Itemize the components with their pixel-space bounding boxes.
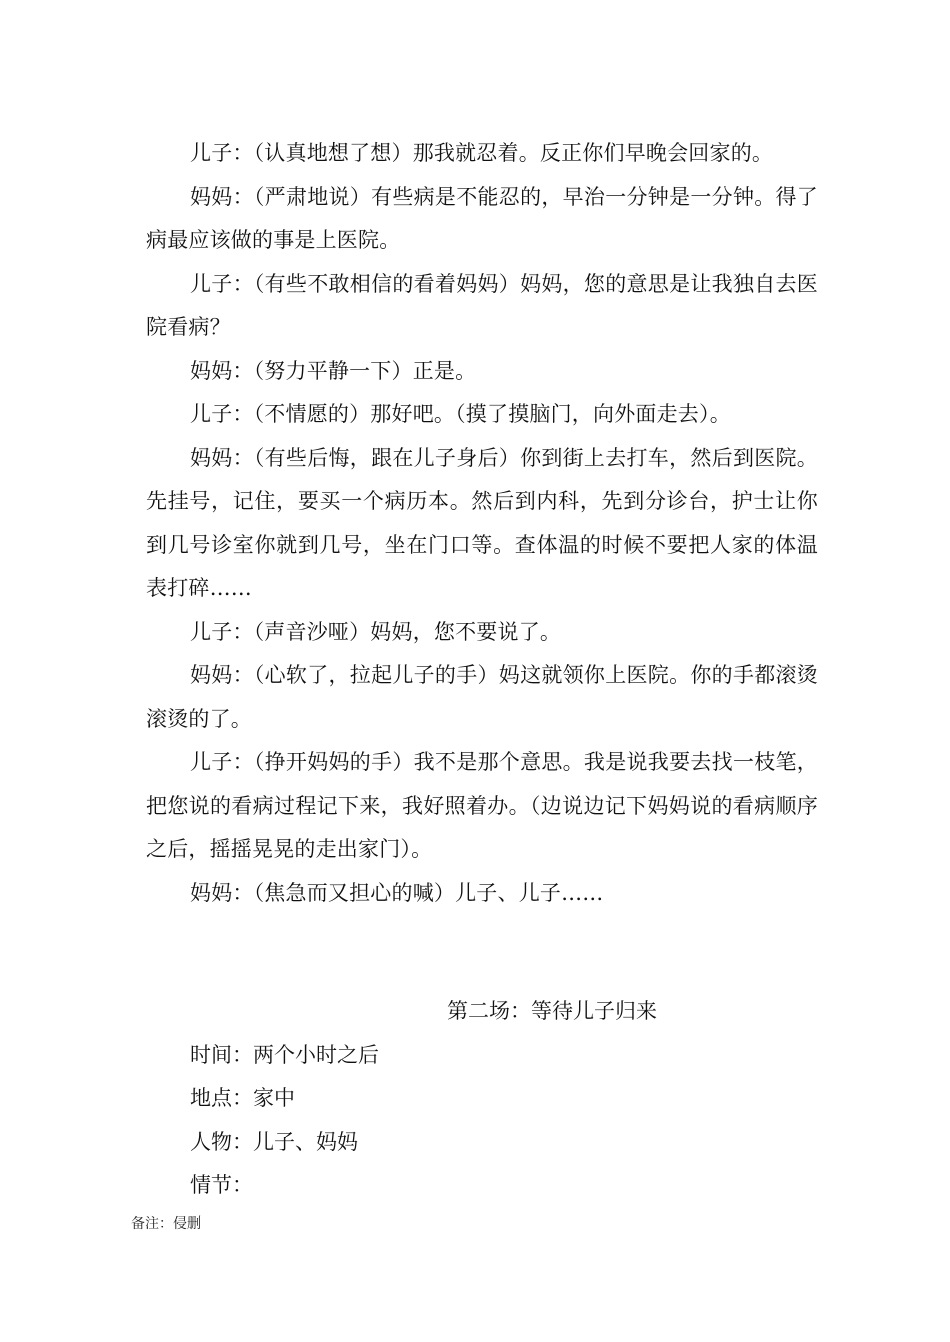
dialogue-paragraph: 儿子：（声音沙哑）妈妈，您不要说了。 <box>190 619 562 644</box>
dialogue-paragraph: 妈妈：（努力平静一下）正是。 <box>190 358 477 383</box>
scene-place: 地点：家中 <box>190 1086 295 1110</box>
scene-characters: 人物：儿子、妈妈 <box>190 1129 358 1154</box>
scene-title: 第二场：等待儿子归来 <box>447 999 657 1023</box>
dialogue-paragraph: 儿子：（有些不敢相信的看着妈妈）妈妈，您的意思是让我独自去医院看病？ <box>146 271 818 339</box>
scene-two-section <box>146 990 818 1208</box>
dialogue-paragraph: 儿子：（不情愿的）那好吧。（摸了摸脑门，向外面走去）。 <box>190 402 731 426</box>
dialogue-paragraph: 妈妈：（严肃地说）有些病是不能忍的，早治一分钟是一分钟。得了病最应该做的事是上医院。 <box>146 184 818 252</box>
dialogue-paragraph: 儿子：（挣开妈妈的手）我不是那个意思。我是说我要去找一枝笔，把您说的看病过程记下来，我好照着办。（边说边记下妈妈说的看病顺序之后，摇摇晃晃的走出家门）。 <box>146 750 818 861</box>
dialogue-paragraph: 妈妈：（有些后悔，跟在儿子身后）你到街上去打车，然后到医院。先挂号，记住，要买一个病历本。然后到内科，先到分诊台，护士让你到几号诊室你就到几号，坐在门口等。查体温的时候不要把人家的体温表打碎…… <box>146 445 818 600</box>
dialogue-paragraph: 儿子：（认真地想了想）那我就忍着。反正你们早晚会回家的。 <box>190 141 774 165</box>
footer-note: 备注：侵删 <box>131 1216 201 1232</box>
dialogue-paragraph: 妈妈：（心软了，拉起儿子的手）妈这就领你上医院。你的手都滚烫滚烫的了。 <box>146 663 818 731</box>
scene-time: 时间：两个小时之后 <box>190 1042 379 1067</box>
dialogue-paragraph: 妈妈：（焦急而又担心的喊）儿子、儿子…… <box>190 880 604 905</box>
dialogue-section <box>146 132 818 915</box>
scene-plot: 情节： <box>190 1173 253 1197</box>
